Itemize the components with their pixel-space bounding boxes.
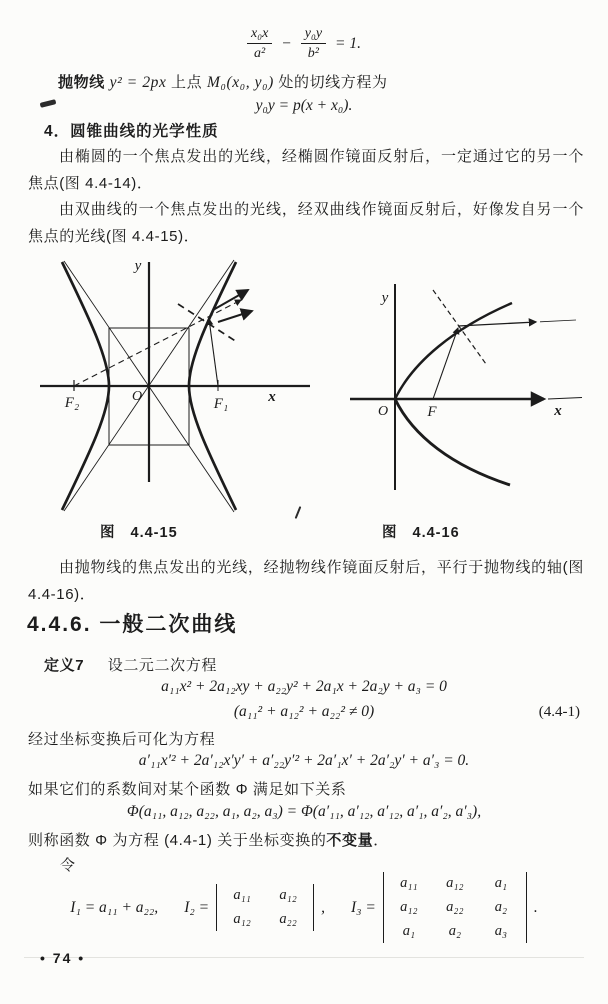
fraction-denominator: a² — [254, 46, 266, 61]
determinant-row — [226, 911, 304, 928]
page-number: • 74 • — [40, 950, 86, 966]
determinant-row — [226, 887, 304, 904]
paragraph-text: 处的切线方程为 — [278, 74, 388, 91]
reflected-ray-extension — [540, 320, 576, 322]
tangent-line-dashed — [433, 290, 486, 364]
i3-period: . — [533, 898, 538, 916]
inline-math-parabola: y² = 2px — [109, 74, 171, 91]
definition-label: 定义7 — [44, 657, 85, 674]
determinant-cell: a₂ — [448, 923, 461, 939]
fraction-term-1 — [247, 25, 272, 62]
determinant-cell: a₁₁ — [233, 887, 251, 903]
determinant-row — [393, 899, 517, 916]
i2-separator: , — [321, 898, 325, 916]
x-axis-label: x — [268, 389, 276, 405]
invariants-equation-row — [0, 872, 608, 943]
invariant-i3 — [351, 872, 538, 943]
invariant-i2 — [184, 884, 325, 931]
focus1-label: F₁ — [213, 396, 229, 412]
parabola-lower-branch — [395, 399, 510, 485]
figure-caption-16: 图 4.4-16 — [382, 525, 460, 541]
hyperbola-figure-svg — [34, 252, 326, 514]
parabola-tangent-paragraph — [28, 70, 584, 97]
determinant-cell: a₁₂ — [279, 887, 297, 903]
determinant-cell: a₁ — [402, 923, 415, 939]
parabola-figure-svg — [336, 256, 588, 514]
y-axis-label: y — [134, 258, 142, 274]
determinant-row — [393, 875, 517, 892]
phi-invariance-equation: Φ(a₁₁, a₁₂, a₂₂, a₁, a₂, a₃) = Φ(a′₁₁, a′₁₂, a′₁₂, a′₁, a′₂, a′₃), — [126, 803, 482, 820]
section-heading: 4.4.6. 一般二次曲线 — [27, 613, 238, 636]
nondegenerate-condition: (a₁₁² + a₁₂² + a₂₂² ≠ 0) — [233, 703, 375, 720]
ellipse-optics-paragraph: 由椭圆的一个焦点发出的光线，经椭圆作镜面反射后，一定通过它的另一个焦点(图 4.4-14)． — [28, 148, 584, 192]
figure-parabola-reflection — [336, 256, 588, 514]
focus-label: F — [427, 404, 437, 420]
focus2-label: F₂ — [64, 395, 80, 411]
determinant-cell: a₁₂ — [233, 911, 251, 927]
determinant-cell: a₂₂ — [446, 899, 464, 915]
i2-determinant — [216, 884, 314, 931]
origin-label: O — [377, 404, 389, 419]
paragraph-text: 上点 — [171, 74, 203, 91]
determinant-row — [393, 923, 517, 940]
figure-caption-15: 图 4.4-15 — [100, 525, 178, 541]
i3-determinant — [383, 872, 527, 943]
paragraph-lead-bold: 抛物线 — [58, 74, 105, 91]
determinant-cell: a₃ — [494, 923, 507, 939]
determinant-cell: a₁₂ — [446, 875, 464, 891]
general-quadratic-equation: a₁₁x² + 2a₁₂xy + a₂₂y² + 2a₁x + 2a₂y + a₃ = 0 — [161, 678, 447, 695]
i2-lhs: I₂ = — [184, 898, 210, 916]
fraction-denominator: b² — [307, 46, 319, 61]
i3-lhs: I₃ = — [350, 898, 376, 916]
hyperbola-tangent-equation — [0, 24, 608, 62]
fraction-numerator: x₀x — [247, 25, 272, 44]
origin-label: O — [131, 389, 143, 404]
parabola-upper-branch — [395, 303, 512, 399]
figure-hyperbola-reflection — [34, 252, 326, 514]
definition-line — [44, 653, 217, 680]
determinant-cell: a₂₂ — [279, 911, 297, 927]
determinant-cell: a₁₁ — [400, 875, 418, 891]
minus-operator: − — [281, 34, 292, 52]
determinant-cell: a₂ — [494, 899, 507, 915]
fraction-numerator: y₀y — [301, 25, 326, 44]
y-axis-label: y — [381, 290, 389, 306]
fraction-term-2 — [301, 25, 326, 62]
inline-math-point: M₀(x₀, y₀) — [206, 74, 279, 91]
optics-heading: 4．圆锥曲线的光学性质 — [44, 123, 219, 140]
invariant-i1: I₁ = a₁₁ + a₂₂, — [70, 898, 159, 916]
definition-text: 设二元二次方程 — [107, 657, 217, 674]
invariant-text: 则称函数 Φ 为方程 (4.4-1) 关于坐标变换的 — [28, 832, 327, 849]
determinant-cell: a₁₂ — [400, 899, 418, 915]
hyperbola-optics-paragraph: 由双曲线的一个焦点发出的光线，经双曲线作镜面反射后，好像发自另一个焦点的光线(图 4.4-15)． — [28, 201, 584, 245]
coordinate-transform-text: 经过坐标变换后可化为方程 — [28, 731, 216, 748]
invariant-definition-line — [28, 828, 389, 855]
parabola-tangent-line-equation: y₀y = p(x + x₀). — [255, 97, 353, 114]
parabola-optics-paragraph: 由抛物线的焦点发出的光线，经抛物线作镜面反射后，平行于抛物线的轴(图 4.4-16)． — [28, 559, 584, 603]
ray-from-focus1 — [209, 319, 218, 386]
invariant-term-bold: 不变量 — [326, 832, 374, 849]
scan-artifact-line — [24, 957, 584, 958]
equation-number: (4.4-1) — [538, 704, 580, 720]
reflected-ray-2 — [218, 311, 252, 322]
x-axis-extension — [548, 398, 582, 400]
equation-rhs: = 1. — [335, 34, 362, 52]
determinant-cell: a₁ — [494, 875, 507, 891]
x-axis-label: x — [554, 403, 562, 419]
invariant-punctuation: ． — [373, 832, 389, 849]
ray-from-focus — [433, 328, 458, 399]
phi-intro-text: 如果它们的系数间对某个函数 Φ 满足如下关系 — [28, 781, 347, 798]
transformed-equation: a′₁₁x′² + 2a′₁₂x′y′ + a′₂₂y′² + 2a′₁x′ + 2a′₂y′ + a′₃ = 0. — [138, 752, 470, 769]
let-word: 令 — [60, 857, 76, 874]
